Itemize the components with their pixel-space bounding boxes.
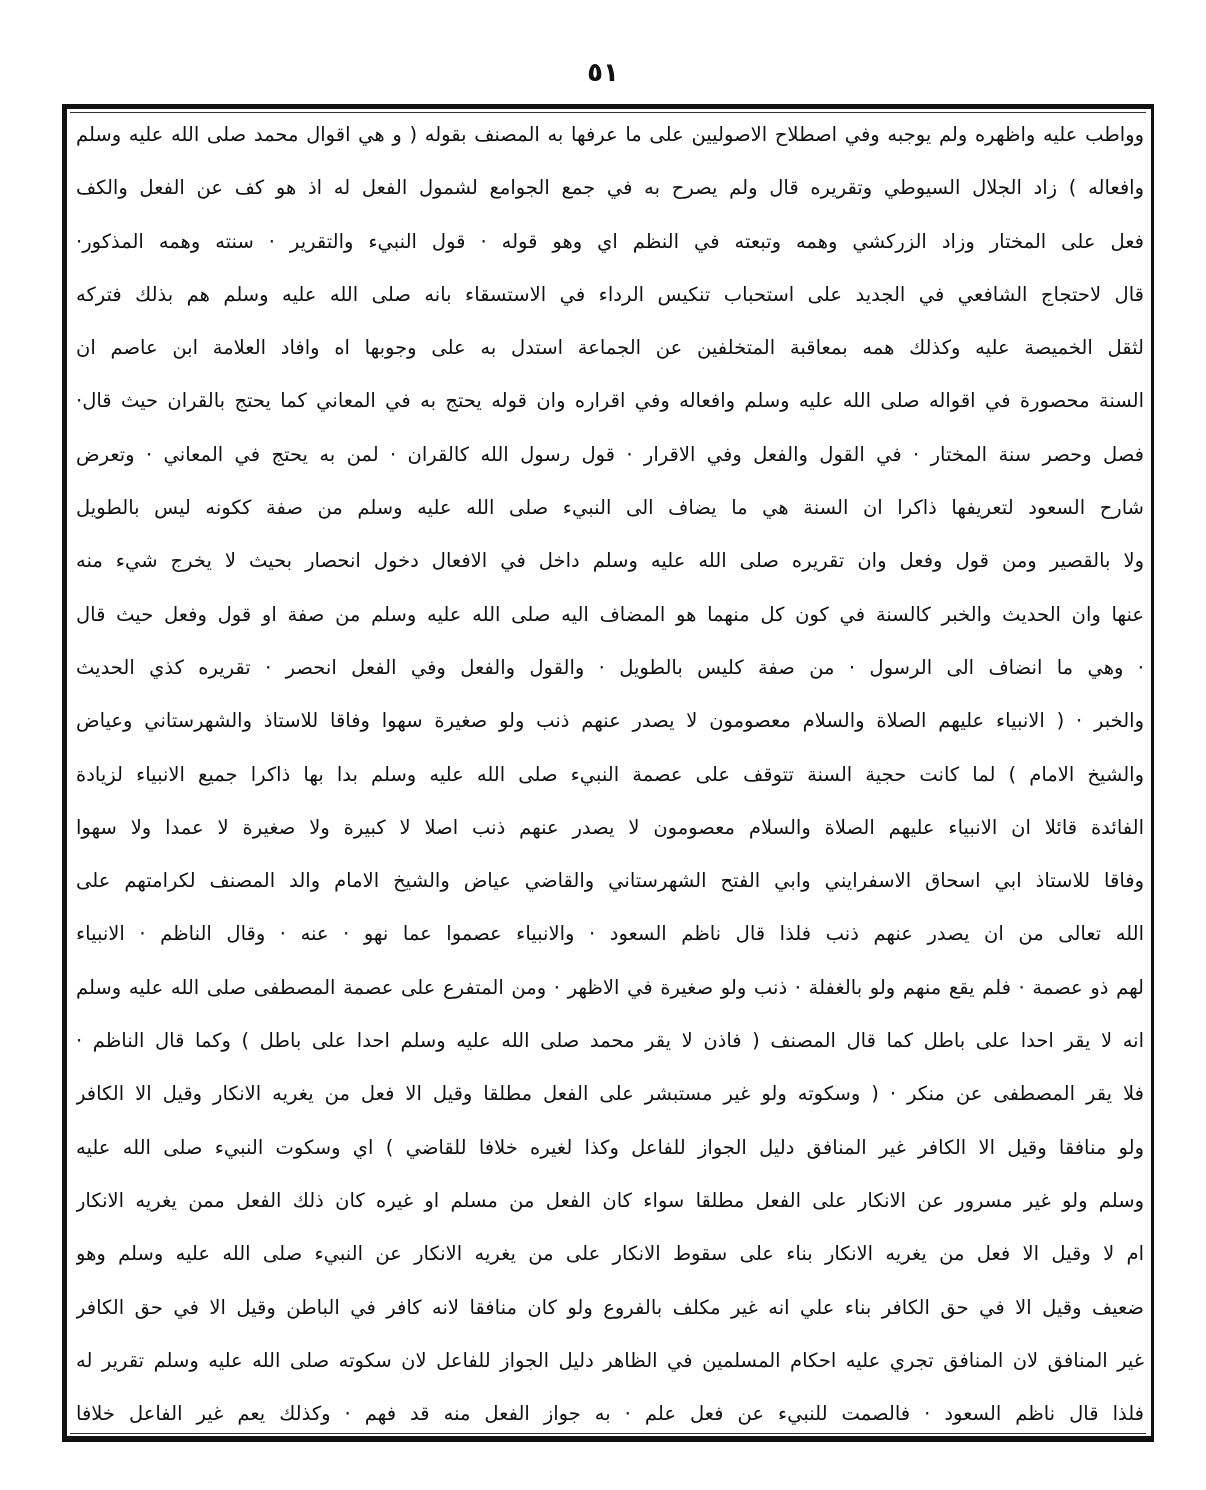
text-line: وافعاله ) زاد الجلال السيوطي وتقريره قال ولم يصرح به في جمع الجوامع لشمول الفعل له اذ هو كف عن الفعل والكف (76, 176, 1144, 200)
text-line: فلا يقر المصطفى عن منكر · ( وسكوته ولو غير مستبشر على الفعل مطلقا وقيل الا فعل من يغريه الانكار وقيل الا الكافر (76, 1082, 1144, 1106)
text-line: وفاقا للاستاذ ابي اسحاق الاسفرايني وابي الفتح الشهرستاني والقاضي عياض والشيخ الامام والد المصنف لكرامتهم على (76, 869, 1144, 893)
text-line: ضعيف وقيل الا في حق الكافر بناء علي انه غير مكلف بالفروع ولو كان منافقا لانه كافر في الباطن وقيل الا في حق الكافر (76, 1295, 1144, 1319)
text-line: ولو منافقا وقيل الا الكافر غير المنافق دليل الجواز للفاعل وكذا لغيره خلافا للقاضي ) اي وسكوت النبيء صلى الله عليه (76, 1135, 1144, 1159)
text-line: السنة محصورة في اقواله صلى الله عليه وسلم وافعاله وفي اقراره وان قوله يحتج به في المعاني كما يحتج بالقران حيث قال· (76, 389, 1144, 413)
text-line: ام لا وقيل الا فعل من يغريه الانكار بناء على سقوط الانكار على من يغريه الانكار عن النبيء صلى الله عليه وسلم وهو (76, 1242, 1144, 1266)
text-line: وسلم ولو غير مسرور عن الانكار على الفعل مطلقا سواء كان الفعل من مسلم او غيره كان ذلك الفعل ممن يغريه الانكار (76, 1188, 1144, 1212)
text-line: والشيخ الامام ) لما كانت حجية السنة تتوقف على عصمة النبيء صلى الله عليه وسلم بدا بها ذاكرا جميع الانبياء لزيادة (76, 762, 1144, 786)
body-text (76, 118, 1144, 1450)
text-line: فلذا قال ناظم السعود · فالصمت للنبيء عن فعل علم · به جواز الفعل منه قد فهم · وكذلك يعم غير الفاعل خلافا (76, 1402, 1144, 1426)
text-line: لثقل الخميصة عليه وكذلك همه بمعاقبة المتخلفين عن الجماعة استدل به على وجوبها اه وافاد العلامة ابن عاصم ان (76, 336, 1144, 360)
text-line: غير المنافق لان المنافق تجري عليه احكام المسلمين في الظاهر دليل الجواز للفاعل لان سكوته صلى الله عليه وسلم تقرير له (76, 1348, 1144, 1372)
text-line: وواطب عليه واظهره ولم يوجبه وفي اصطلاح الاصوليين على ما عرفها به المصنف بقوله ( و هي اقوال محمد صلى الله عليه وسلم (76, 123, 1144, 146)
text-line: والخبر · ( الانبياء عليهم الصلاة والسلام معصومون لا يصدر عنهم ذنب ولو صغيرة سهوا وفاقا للاستاذ والشهرستاني وعياض (76, 709, 1144, 733)
text-line: انه لا يقر احدا على باطل كما قال المصنف ( فاذن لا يقر محمد صلى الله عليه وسلم احدا على باطل ) وكما قال الناظم · (76, 1029, 1144, 1053)
text-line: فصل وحصر سنة المختار · في القول والفعل وفي الاقرار · قول رسول الله كالقران · لمن به يحتج في المعاني · وتعرض (76, 442, 1144, 466)
text-line: شارح السعود لتعريفها ذاكرا ان السنة هي ما يضاف الى النبيء صلى الله عليه وسلم من صفة ككونه ليس بالطويل (76, 496, 1144, 520)
text-line: الله تعالى من ان يصدر عنهم ذنب فلذا قال ناظم السعود · والانبياء عصموا عما نهو · عنه · وقال الناظم · الانبياء (76, 922, 1144, 946)
text-line: ولا بالقصير ومن قول وفعل وان تقريره صلى الله عليه وسلم داخل في الافعال دخول انحصار بحيث لا يخرج شيء منه (76, 549, 1144, 573)
text-line: قال لاحتجاج الشافعي في الجديد على استحباب تنكيس الرداء في الاستسقاء بانه صلى الله عليه وسلم هم بذلك فتركه (76, 282, 1144, 306)
text-line: · وهي ما انضاف الى الرسول · من صفة كليس بالطويل · والقول والفعل وفي الفعل انحصر · تقريره كذي الحديث (76, 655, 1144, 679)
text-line: لهم ذو عصمة · فلم يقع منهم ولو بالغفلة · ذنب ولو صغيرة في الاظهر · ومن المتفرع على عصمة المصطفى صلى الله عليه وسلم (76, 975, 1144, 999)
text-line: عنها وان الحديث والخبر كالسنة في كون كل منهما هو المضاف اليه صلى الله عليه وسلم من صفة او قول وفعل حيث قال (76, 602, 1144, 626)
text-line: فعل على المختار وزاد الزركشي وهمه وتبعته في النظم اي وهو قوله · قول النبيء والتقرير · سنته وهمه المذكور· (76, 229, 1144, 253)
text-line: الفائدة قائلا ان الانبياء عليهم الصلاة والسلام معصومون لا يصدر عنهم ذنب اصلا لا كبيرة ولا صغيرة لا عمدا ولا سهوا (76, 815, 1144, 839)
page-number: ٥١ (587, 58, 619, 88)
